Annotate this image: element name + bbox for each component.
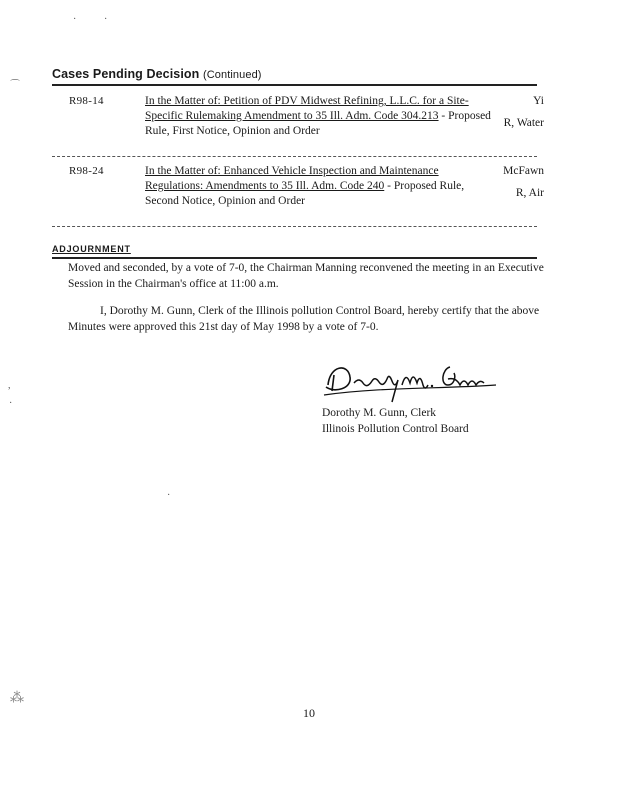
- case-number: R98-24: [69, 165, 104, 177]
- case-row: [52, 94, 552, 144]
- scan-speck: ⌒: [10, 80, 20, 91]
- case-description: [145, 94, 495, 139]
- scan-speck: ,: [8, 380, 11, 391]
- section-title-suffix: (Continued): [202, 69, 262, 81]
- case-title: In the Matter of: Enhanced Vehicle Inspection and Maintenance Regulations: Amendments to 35 Ill. Adm. Code 240: [145, 165, 439, 192]
- signature-block: [322, 405, 469, 437]
- section-title: Cases Pending Decision: [52, 67, 200, 81]
- case-category: R, Water: [503, 117, 544, 129]
- scan-speck: ·: [104, 14, 108, 25]
- case-board-member: McFawn: [503, 165, 544, 177]
- case-board-member: Yi: [533, 95, 544, 107]
- clerk-signature: [320, 355, 500, 405]
- case-assignment: [503, 164, 544, 208]
- scan-speck: ·: [73, 14, 77, 25]
- scan-speck: ·: [9, 398, 13, 409]
- section-rule: [52, 84, 537, 86]
- case-description: [145, 164, 495, 209]
- case-category: R, Air: [515, 187, 544, 199]
- adjournment-paragraph: Moved and seconded, by a vote of 7-0, the Chairman Manning reconvened the meeting in an Executive Session in the Chairman's office at 11:00 a.m.: [68, 262, 544, 290]
- page-number: 10: [303, 706, 315, 720]
- case-row: [52, 164, 552, 214]
- case-action: - Proposed Rule, Second Notice, Opinion and Order: [145, 180, 465, 207]
- case-divider: [52, 226, 537, 227]
- scan-speck: ·: [167, 490, 171, 501]
- case-divider: [52, 156, 537, 157]
- case-action: - Proposed Rule, First Notice, Opinion and Order: [145, 110, 491, 137]
- organization-name: Illinois Pollution Control Board: [322, 423, 469, 435]
- adjournment-heading: ADJOURNMENT: [52, 244, 131, 254]
- clerk-name: Dorothy M. Gunn, Clerk: [322, 407, 437, 419]
- case-number: R98-14: [69, 95, 104, 107]
- certification-paragraph: I, Dorothy M. Gunn, Clerk of the Illinois pollution Control Board, hereby certify that the above Minutes were approved this 21st day of May 1998 by a vote of 7-0.: [68, 305, 540, 333]
- case-assignment: [504, 94, 544, 138]
- adjournment-rule: [52, 257, 537, 259]
- section-heading: [52, 67, 262, 81]
- case-title: In the Matter of: Petition of PDV Midwest Refining, L.L.C. for a Site-Specific Rulemaking Amendment to 35 Ill. Adm. Code 304.213: [145, 95, 469, 122]
- scan-artifact: ⁂: [10, 691, 24, 706]
